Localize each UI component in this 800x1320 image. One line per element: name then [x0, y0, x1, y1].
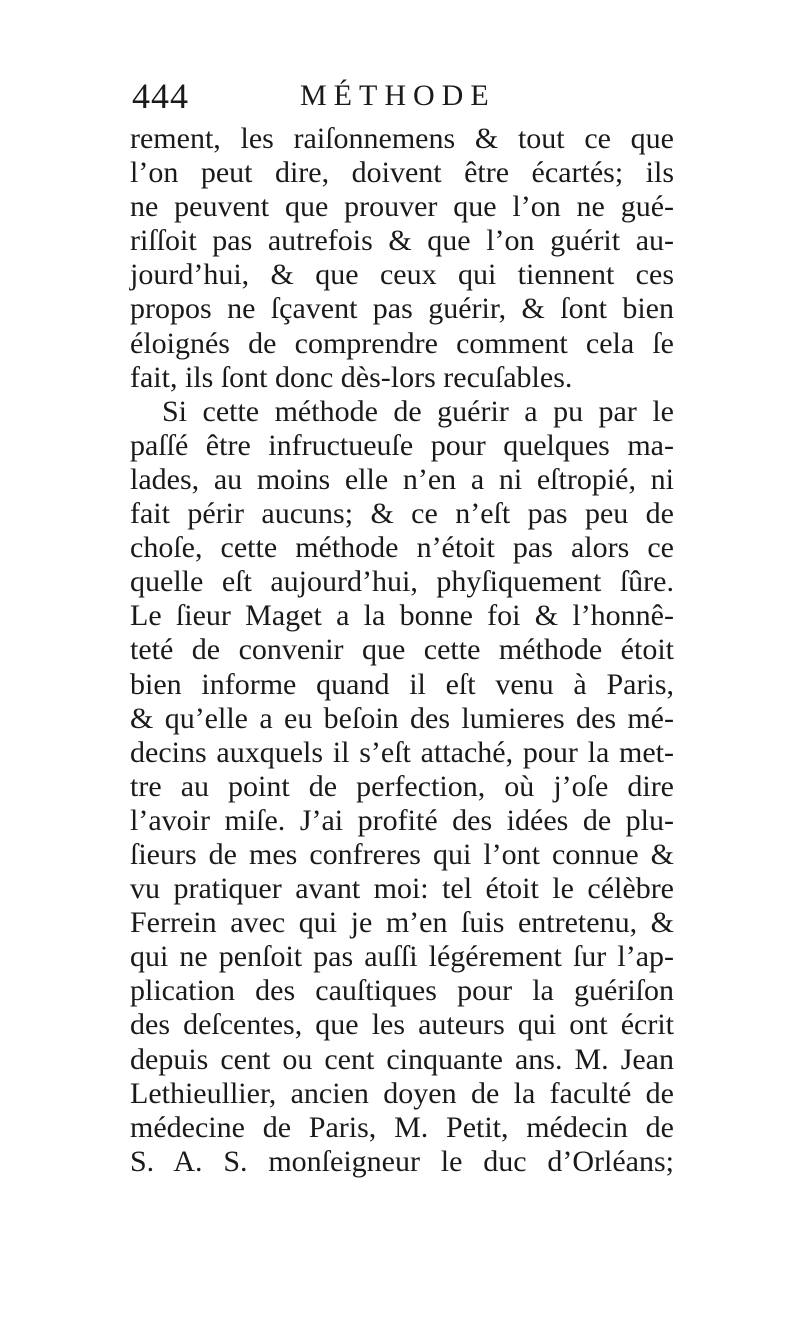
- text-line: & qu’elle a eu beſoin des lumieres des mé-: [130, 701, 674, 735]
- text-line: depuis cent ou cent cinquante ans. M. Jean: [130, 1042, 674, 1076]
- text-line: Lethieullier, ancien doyen de la faculté de: [130, 1076, 674, 1110]
- text-line: paſſé être infructueuſe pour quelques ma-: [130, 428, 674, 462]
- text-line: lades, au moins elle n’en a ni eſtropié, ni: [130, 462, 674, 496]
- text-line: médecine de Paris, M. Petit, médecin de: [130, 1110, 674, 1144]
- text-line: plication des cauſtiques pour la guériſon: [130, 974, 674, 1008]
- text-line: fait périr aucuns; & ce n’eſt pas peu de: [130, 497, 674, 531]
- text-line: propos ne ſçavent pas guérir, & ſont bien: [130, 292, 674, 326]
- text-line: tre au point de perfection, où j’oſe dire: [130, 769, 674, 803]
- paragraph-end-line: fait, ils ſont donc dès-lors recuſables.: [130, 360, 573, 394]
- text-line: rement, les raiſonnemens & tout ce que: [130, 122, 674, 155]
- body-text: [130, 122, 674, 1179]
- page-number: 444: [132, 76, 189, 116]
- text-line: qui ne penſoit pas auſſi légérement ſur l’ap-: [130, 940, 674, 974]
- text-line: S. A. S. monſeigneur le duc d’Orléans;: [130, 1144, 674, 1178]
- text-line: Le ſieur Maget a la bonne foi & l’honnê-: [130, 599, 674, 633]
- running-head: [132, 72, 672, 120]
- text-line: l’on peut dire, doivent être écartés; ils: [130, 156, 674, 190]
- text-line: éloignés de comprendre comment cela ſe: [130, 326, 674, 360]
- text-line: vu pratiquer avant moi: tel étoit le célèbre: [130, 872, 674, 906]
- running-title: MÉTHODE: [300, 79, 496, 112]
- text-line: choſe, cette méthode n’étoit pas alors ce: [130, 531, 674, 565]
- text-line: decins auxquels il s’eſt attaché, pour la met-: [130, 735, 674, 769]
- text-line: des deſcentes, que les auteurs qui ont écrit: [130, 1008, 674, 1042]
- text-line: ne peuvent que prouver que l’on ne gué-: [130, 190, 674, 224]
- text-line: quelle eſt aujourd’hui, phyſiquement ſûre.: [130, 565, 674, 599]
- text-line: ſieurs de mes confreres qui l’ont connue &: [130, 837, 674, 871]
- text-line: teté de convenir que cette méthode étoit: [130, 633, 674, 667]
- paragraph-start-line: Si cette méthode de guérir a pu par le: [162, 394, 674, 428]
- text-line: riſſoit pas autrefois & que l’on guérit au-: [130, 224, 674, 258]
- text-line: jourd’hui, & que ceux qui tiennent ces: [130, 258, 674, 292]
- text-line: bien informe quand il eſt venu à Paris,: [130, 667, 674, 701]
- text-line: l’avoir miſe. J’ai profité des idées de plu-: [130, 803, 674, 837]
- text-line: Ferrein avec qui je m’en ſuis entretenu, &: [130, 906, 674, 940]
